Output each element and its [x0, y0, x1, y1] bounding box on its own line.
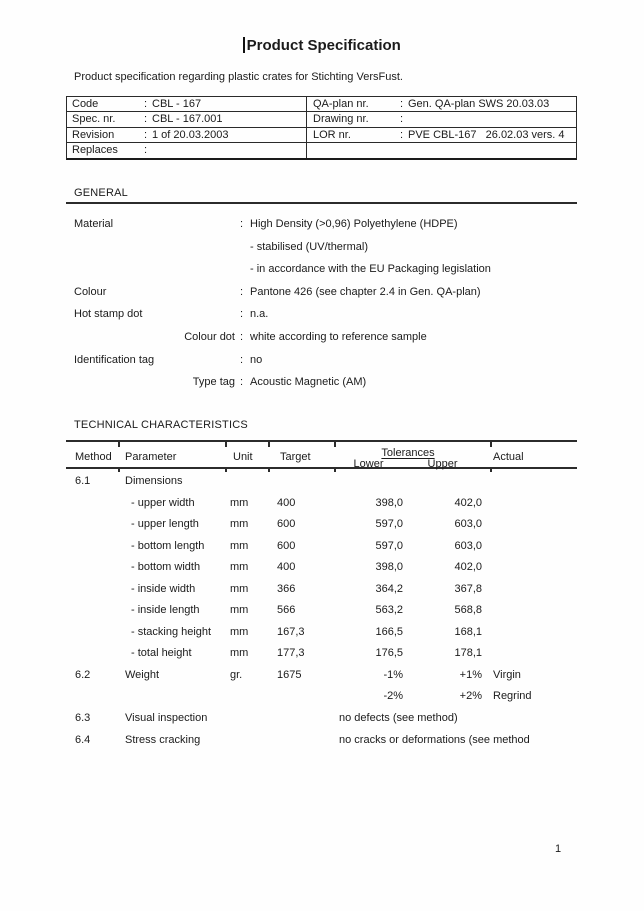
column-header-method: Method	[75, 451, 112, 463]
field-colon: :	[240, 353, 244, 366]
column-tick	[490, 442, 492, 447]
unit-cell	[225, 686, 268, 708]
info-colon: :	[400, 113, 404, 126]
upper-cell: 603,0	[454, 518, 482, 531]
lower-cell	[334, 471, 403, 493]
tech-row	[66, 557, 577, 579]
parameter-cell: - upper length	[131, 518, 199, 531]
actual-cell	[482, 557, 577, 579]
info-table-row	[67, 97, 576, 112]
result-cell: no defects (see method)	[339, 712, 458, 725]
tech-row	[66, 514, 577, 536]
upper-cell: +2%	[459, 690, 482, 703]
column-header-lower: Lower	[353, 458, 384, 470]
unit-cell	[225, 471, 268, 493]
info-value: Gen. QA-plan SWS 20.03.03	[408, 98, 550, 110]
actual-cell	[482, 493, 577, 515]
info-colon: :	[144, 98, 148, 110]
column-tick	[225, 442, 227, 447]
field-value: High Density (>0,96) Polyethylene (HDPE)	[250, 218, 458, 230]
field-label: Material	[74, 218, 114, 230]
field-label: Colour dot	[184, 330, 235, 343]
tech-row	[66, 643, 577, 665]
upper-cell: 168,1	[454, 625, 482, 638]
field-colon	[235, 259, 250, 282]
actual-cell	[482, 600, 577, 622]
info-label: Drawing nr.	[313, 113, 369, 126]
target-cell: 1675	[277, 668, 302, 681]
method-cell: 6.4	[75, 733, 91, 746]
unit-cell: mm	[230, 539, 249, 552]
field-value: Pantone 426 (see chapter 2.4 in Gen. QA-plan)	[250, 285, 481, 298]
target-cell: 600	[277, 518, 296, 531]
info-label: Revision	[72, 128, 115, 141]
info-colon: :	[400, 128, 404, 141]
info-table-row	[67, 128, 576, 143]
upper-cell: 568,8	[454, 604, 482, 617]
tech-row	[66, 471, 577, 493]
section-divider	[66, 202, 577, 204]
info-label: QA-plan nr.	[313, 98, 369, 110]
parameter-cell: - total height	[131, 647, 192, 660]
field-value: - stabilised (UV/thermal)	[250, 240, 368, 253]
column-header-tolerances: Tolerances	[381, 447, 435, 459]
upper-cell: +1%	[459, 668, 482, 681]
field-value: white according to reference sample	[250, 330, 427, 343]
lower-cell: 563,2	[375, 604, 403, 617]
info-value: 1 of 20.03.2003	[152, 128, 229, 141]
parameter-cell: Visual inspection	[125, 712, 208, 725]
parameter-cell	[118, 686, 225, 708]
target-cell: 167,3	[277, 625, 305, 638]
upper-cell: 367,8	[454, 582, 482, 595]
field-row-hot-stamp-dot	[66, 304, 577, 327]
info-label: Replaces	[72, 144, 118, 157]
upper-cell: 178,1	[454, 647, 482, 660]
method-cell	[66, 514, 118, 536]
field-colon	[235, 237, 250, 260]
field-colon: :	[240, 308, 244, 321]
unit-cell: mm	[230, 647, 249, 660]
info-colon: :	[400, 98, 404, 110]
info-label: Code	[72, 98, 99, 110]
page-number: 1	[554, 843, 562, 855]
info-value: CBL - 167	[152, 98, 202, 110]
tech-row	[66, 686, 577, 708]
lower-cell: 597,0	[375, 518, 403, 531]
target-cell	[268, 686, 334, 708]
title-text: Product Specification	[246, 37, 401, 54]
column-tick	[118, 442, 120, 447]
info-label: LOR nr.	[313, 128, 351, 141]
actual-cell	[482, 536, 577, 558]
info-table-row	[67, 112, 576, 127]
tech-row	[66, 493, 577, 515]
method-cell	[66, 600, 118, 622]
field-colon: :	[240, 285, 244, 298]
actual-cell	[482, 643, 577, 665]
unit-cell: gr.	[230, 668, 243, 681]
upper-cell: 402,0	[454, 496, 482, 509]
field-row-type-tag	[66, 372, 577, 395]
field-label: Type tag	[192, 376, 235, 389]
field-label: Identification tag	[74, 353, 155, 366]
tech-row	[66, 665, 577, 687]
parameter-cell: - inside length	[131, 604, 200, 617]
lower-cell: -2%	[383, 690, 403, 703]
info-label: Spec. nr.	[72, 113, 116, 126]
tech-row	[66, 579, 577, 601]
unit-cell: mm	[230, 496, 249, 509]
info-colon: :	[144, 128, 148, 141]
actual-cell	[482, 579, 577, 601]
method-cell	[66, 557, 118, 579]
actual-cell	[482, 514, 577, 536]
method-cell	[66, 686, 118, 708]
actual-cell	[482, 471, 577, 493]
tech-row	[66, 536, 577, 558]
upper-cell: 603,0	[454, 539, 482, 552]
method-cell	[66, 579, 118, 601]
lower-cell: 398,0	[375, 496, 403, 509]
info-colon: :	[144, 113, 148, 126]
unit-cell: mm	[230, 625, 249, 638]
field-value: - in accordance with the EU Packaging legislation	[250, 263, 491, 276]
column-tick	[268, 442, 270, 447]
column-tick	[334, 442, 336, 447]
info-value: CBL - 167.001	[152, 113, 223, 126]
lower-cell: 597,0	[375, 539, 403, 552]
lower-cell: 398,0	[375, 561, 403, 574]
parameter-cell: Weight	[125, 668, 160, 681]
target-cell: 400	[277, 561, 296, 574]
field-colon: :	[240, 376, 244, 389]
info-table	[66, 96, 577, 160]
actual-cell: Virgin	[493, 668, 521, 681]
field-label: Colour	[74, 285, 107, 298]
target-cell: 600	[277, 539, 296, 552]
info-table-row	[67, 143, 576, 157]
column-header-actual: Actual	[493, 451, 524, 463]
field-row-material	[66, 214, 577, 237]
target-cell	[268, 471, 334, 493]
unit-cell: mm	[230, 518, 249, 531]
field-value: Acoustic Magnetic (AM)	[250, 376, 367, 389]
method-cell	[66, 493, 118, 515]
parameter-cell: - inside width	[131, 582, 196, 595]
column-header-upper: Upper	[427, 458, 458, 470]
tech-row	[66, 600, 577, 622]
target-cell: 366	[277, 582, 296, 595]
target-cell: 177,3	[277, 647, 305, 660]
tech-row	[66, 708, 577, 730]
parameter-cell: Stress cracking	[125, 733, 201, 746]
general-section	[66, 214, 577, 395]
parameter-cell: - bottom width	[131, 561, 201, 574]
unit-cell: mm	[230, 604, 249, 617]
info-colon: :	[144, 144, 148, 157]
field-value: no	[250, 353, 263, 366]
target-cell: 566	[277, 604, 296, 617]
field-row-colour	[66, 282, 577, 305]
lower-cell: -1%	[383, 668, 403, 681]
info-value: PVE CBL-167 26.02.03 vers. 4	[408, 128, 565, 141]
column-header-parameter: Parameter	[125, 451, 177, 463]
parameter-cell: Dimensions	[125, 475, 183, 487]
parameter-cell: - upper width	[131, 496, 195, 509]
field-row-identification-tag	[66, 350, 577, 373]
field-row-colour-dot	[66, 327, 577, 350]
tech-table	[66, 471, 577, 751]
text-cursor-icon	[243, 37, 245, 53]
field-label: Hot stamp dot	[74, 308, 143, 321]
method-cell: 6.3	[75, 712, 91, 725]
lower-cell: 364,2	[375, 582, 403, 595]
actual-cell: Regrind	[493, 690, 532, 703]
column-header-target: Target	[280, 451, 311, 463]
actual-cell	[482, 622, 577, 644]
method-cell: 6.1	[75, 475, 91, 487]
method-cell	[66, 622, 118, 644]
column-header-unit: Unit	[233, 451, 253, 463]
intro-text: Product specification regarding plastic crates for Stichting VersFust.	[74, 71, 403, 83]
upper-cell: 402,0	[454, 561, 482, 574]
tech-row	[66, 730, 577, 752]
upper-cell	[403, 471, 482, 493]
lower-cell: 166,5	[375, 625, 403, 638]
method-cell: 6.2	[75, 668, 91, 681]
unit-cell: mm	[230, 561, 249, 574]
unit-cell: mm	[230, 582, 249, 595]
parameter-cell: - bottom length	[131, 539, 205, 552]
tech-table-header	[66, 440, 577, 469]
field-row-material-note	[66, 237, 577, 260]
page-title	[0, 37, 644, 55]
field-row-material-note	[66, 259, 577, 282]
result-cell: no cracks or deformations (see method	[339, 733, 530, 746]
target-cell: 400	[277, 496, 296, 509]
section-heading-technical: TECHNICAL CHARACTERISTICS	[74, 419, 248, 431]
field-label	[66, 237, 235, 260]
field-value: n.a.	[250, 308, 269, 321]
parameter-cell: - stacking height	[131, 625, 212, 638]
method-cell	[66, 643, 118, 665]
field-colon: :	[240, 330, 244, 343]
section-heading-general: GENERAL	[74, 187, 128, 199]
field-colon: :	[240, 218, 244, 230]
method-cell	[66, 536, 118, 558]
tech-row	[66, 622, 577, 644]
lower-cell: 176,5	[375, 647, 403, 660]
field-label	[66, 259, 235, 282]
